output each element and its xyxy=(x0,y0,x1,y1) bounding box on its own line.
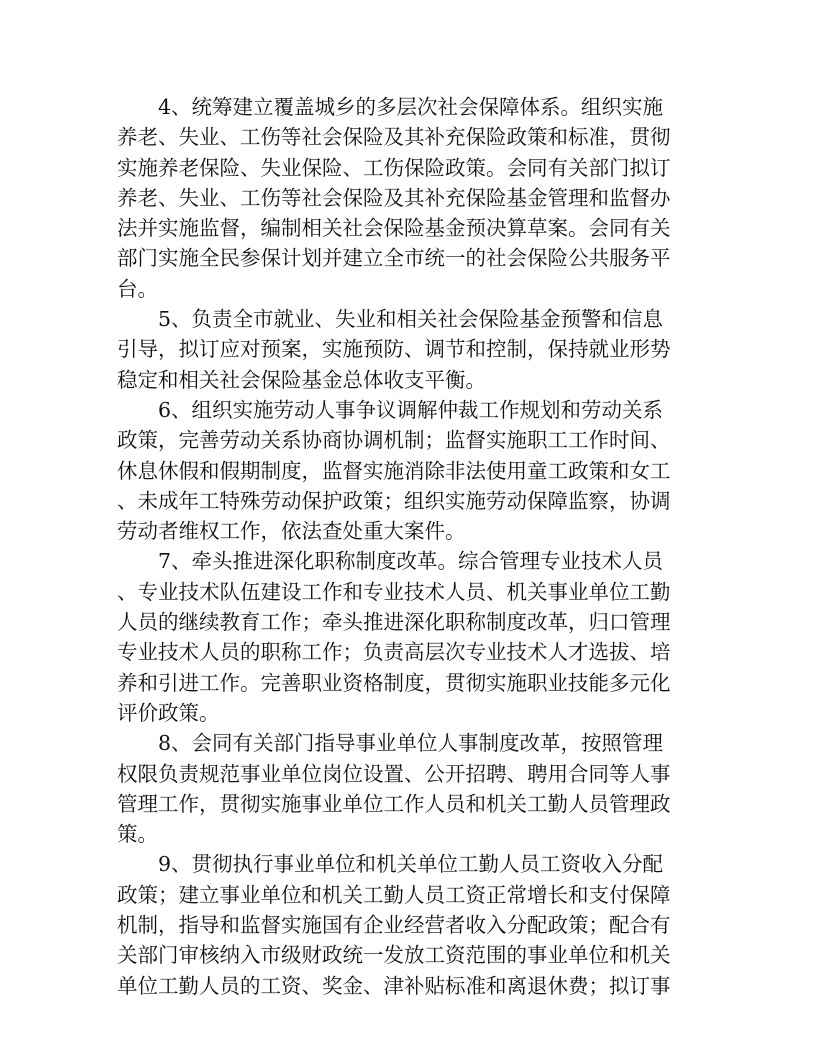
text-line: 、未成年工特殊劳动保护政策；组织实施劳动保障监察，协调 xyxy=(117,488,671,513)
text-line: 、专业技术队伍建设工作和专业技术人员、机关事业单位工勤 xyxy=(117,579,671,604)
text-line: 4、统筹建立覆盖城乡的多层次社会保障体系。组织实施 xyxy=(158,95,664,119)
text-line: 机制，指导和监督实施国有企业经营者收入分配政策；配合有 xyxy=(117,913,671,938)
text-line: 养老、失业、工伤等社会保险及其补充保险基金管理和监督办 xyxy=(117,185,671,210)
text-line: 引导，拟订应对预案，实施预防、调节和控制，保持就业形势 xyxy=(117,337,671,362)
text-line: 劳动者维权工作，依法查处重大案件。 xyxy=(117,519,466,544)
text-line: 8、会同有关部门指导事业单位人事制度改革，按照管理 xyxy=(158,731,664,756)
text-line: 9、贯彻执行事业单位和机关单位工勤人员工资收入分配 xyxy=(158,852,664,877)
text-line: 7、牵头推进深化职称制度改革。综合管理专业技术人员 xyxy=(158,549,664,574)
text-line: 养和引进工作。完善职业资格制度，贯彻实施职业技能多元化 xyxy=(117,670,671,695)
text-line: 6、组织实施劳动人事争议调解仲裁工作规划和劳动关系 xyxy=(158,397,664,422)
text-line: 部门实施全民参保计划并建立全市统一的社会保险公共服务平 xyxy=(117,246,671,271)
paragraph xyxy=(117,849,697,1000)
paragraph xyxy=(117,304,697,395)
text-line: 政策；建立事业单位和机关工勤人员工资正常增长和支付保障 xyxy=(117,882,671,907)
paragraph xyxy=(117,395,697,546)
text-line: 法并实施监督，编制相关社会保险基金预决算草案。会同有关 xyxy=(117,216,671,241)
text-line: 单位工勤人员的工资、奖金、津补贴标准和离退休费；拟订事 xyxy=(117,973,671,998)
text-line: 台。 xyxy=(117,276,158,301)
text-line: 管理工作，贯彻实施事业单位工作人员和机关工勤人员管理政 xyxy=(117,791,671,816)
document-body xyxy=(117,92,697,1001)
text-line: 政策，完善劳动关系协商协调机制；监督实施职工工作时间、 xyxy=(117,428,671,453)
text-line: 人员的继续教育工作；牵头推进深化职称制度改革，归口管理 xyxy=(117,610,671,635)
text-line: 专业技术人员的职称工作；负责高层次专业技术人才选拔、培 xyxy=(117,640,671,665)
text-line: 稳定和相关社会保险基金总体收支平衡。 xyxy=(117,367,486,392)
text-line: 策。 xyxy=(117,822,158,847)
text-line: 休息休假和假期制度，监督实施消除非法使用童工政策和女工 xyxy=(117,458,671,483)
text-line: 权限负责规范事业单位岗位设置、公开招聘、聘用合同等人事 xyxy=(117,761,671,786)
paragraph xyxy=(117,92,697,304)
paragraph xyxy=(117,546,697,728)
text-line: 养老、失业、工伤等社会保险及其补充保险政策和标准，贯彻 xyxy=(117,125,671,150)
paragraph xyxy=(117,728,697,849)
text-line: 实施养老保险、失业保险、工伤保险政策。会同有关部门拟订 xyxy=(117,155,671,180)
text-line: 评价政策。 xyxy=(117,700,220,725)
text-line: 5、负责全市就业、失业和相关社会保险基金预警和信息 xyxy=(158,307,664,332)
text-line: 关部门审核纳入市级财政统一发放工资范围的事业单位和机关 xyxy=(117,943,671,968)
